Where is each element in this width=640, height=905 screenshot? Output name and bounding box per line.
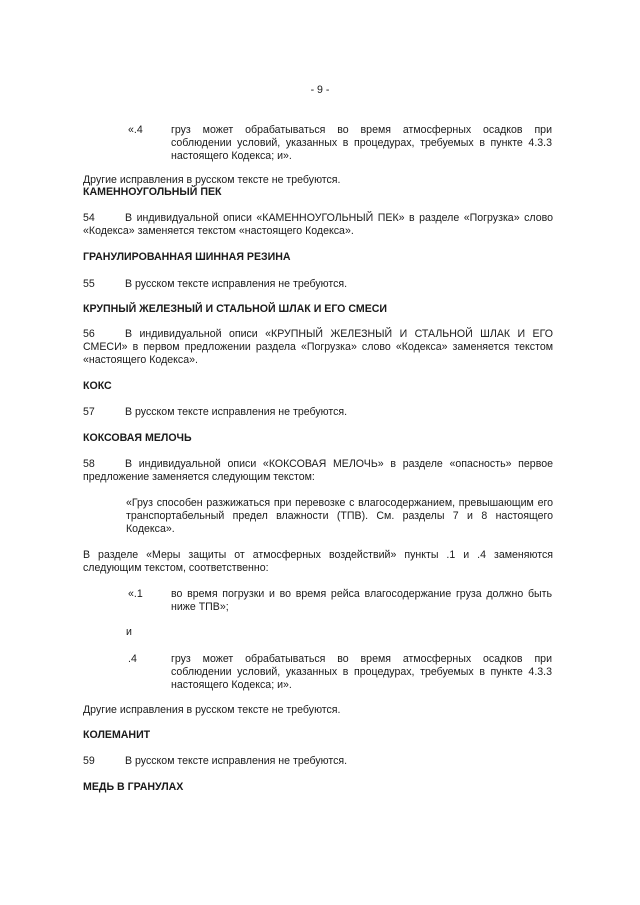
list-item-text: груз может обрабатываться во время атмосферных осадков при соблюдении условий, указанных в процедурах, требуемых в пункте 4.3.3 настоящего Кодекса; и». (171, 124, 552, 162)
section-heading: КРУПНЫЙ ЖЕЛЕЗНЫЙ И СТАЛЬНОЙ ШЛАК И ЕГО СМЕСИ (83, 303, 388, 315)
numbered-paragraph (83, 278, 553, 291)
section-heading: ГРАНУЛИРОВАННАЯ ШИННАЯ РЕЗИНА (83, 251, 291, 263)
section-heading: КОКСОВАЯ МЕЛОЧЬ (83, 432, 192, 444)
note-paragraph: Другие исправления в русском тексте не требуются. (83, 704, 341, 716)
conjunction-text: и (126, 626, 132, 638)
list-item-text: во время погрузки и во время рейса влагосодержание груза должно быть ниже ТПВ»; (171, 588, 552, 613)
list-item-marker: «.4 (128, 124, 143, 136)
section-heading: МЕДЬ В ГРАНУЛАХ (83, 781, 184, 793)
paragraph-number: 58 (83, 458, 95, 470)
quoted-text: «Груз способен разжижаться при перевозке с влагосодержанием, превышающим его транспортабельный предел влажности (ТПВ). См. разделы 7 и 8 настоящего Кодекса». (126, 497, 553, 535)
paragraph-number: 55 (83, 278, 95, 290)
numbered-paragraph (83, 755, 553, 768)
list-item-marker: .4 (128, 653, 137, 665)
paragraph-number: 59 (83, 755, 95, 767)
page-number: - 9 - (310, 84, 330, 96)
paragraph-text: В русском тексте исправления не требуются. (125, 755, 348, 767)
numbered-paragraph (83, 458, 553, 484)
paragraph-text: В русском тексте исправления не требуются. (125, 278, 348, 290)
paragraph-number: 54 (83, 212, 95, 224)
numbered-paragraph (83, 406, 553, 419)
section-heading: КОЛЕМАНИТ (83, 729, 151, 741)
paragraph-number: 57 (83, 406, 95, 418)
paragraph-number: 56 (83, 328, 95, 340)
list-item-marker: «.1 (128, 588, 143, 600)
section-heading: КОКС (83, 380, 112, 392)
paragraph-text: В индивидуальной описи «КРУПНЫЙ ЖЕЛЕЗНЫЙ И СТАЛЬНОЙ ШЛАК И ЕГО СМЕСИ» в первом предложении раздела «Погрузка» слово «Кодекса» заменяется текстом «настоящего Кодекса». (83, 328, 553, 366)
paragraph-text: В индивидуальной описи «КОКСОВАЯ МЕЛОЧЬ» в разделе «опасность» первое предложение заменяется следующим текстом: (83, 458, 553, 483)
paragraph-text: В разделе «Меры защиты от атмосферных воздействий» пункты .1 и .4 заменяются следующим текстом, соответственно: (83, 549, 553, 574)
paragraph-text: В русском тексте исправления не требуются. (125, 406, 348, 418)
numbered-paragraph (83, 212, 553, 238)
paragraph-text: В индивидуальной описи «КАМЕННОУГОЛЬНЫЙ ПЕК» в разделе «Погрузка» слово «Кодекса» заменяется текстом «настоящего Кодекса». (83, 212, 553, 237)
note-paragraph: Другие исправления в русском тексте не требуются. (83, 174, 341, 186)
numbered-paragraph (83, 328, 553, 367)
section-heading: КАМЕННОУГОЛЬНЫЙ ПЕК (83, 186, 222, 198)
list-item-text: груз может обрабатываться во время атмосферных осадков при соблюдении условий, указанных в процедурах, требуемых в пункте 4.3.3 настоящего Кодекса; и». (171, 653, 552, 691)
